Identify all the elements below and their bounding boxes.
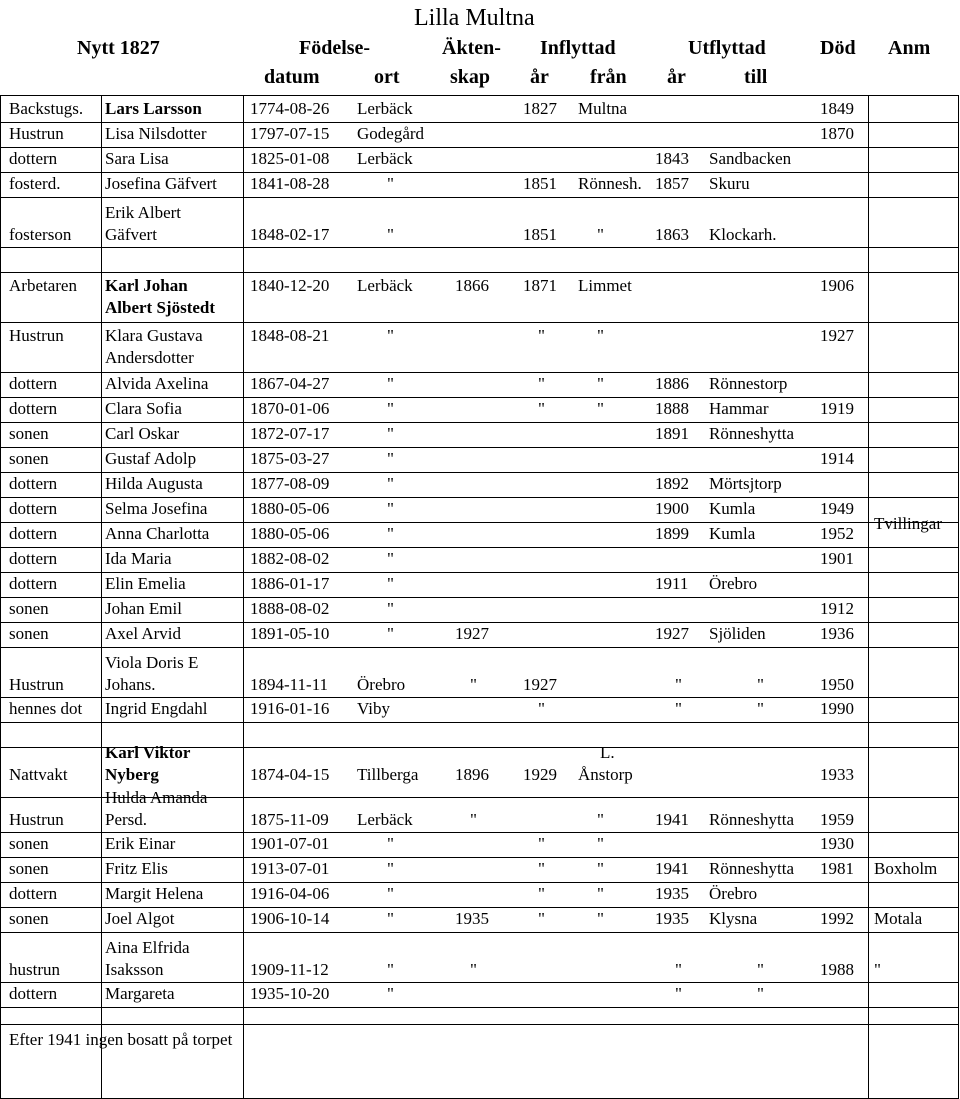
cell-birth: 1909-11-12 bbox=[250, 960, 329, 979]
cell-birth: 1916-04-06 bbox=[250, 884, 330, 903]
cell-place: " bbox=[387, 624, 394, 643]
header-datum: datum bbox=[264, 66, 320, 88]
cell-place: Lerbäck bbox=[357, 276, 413, 295]
cell-name: Lisa Nilsdotter bbox=[105, 124, 207, 143]
cell-role: Hustrun bbox=[9, 810, 64, 829]
cell-name: Ingrid Engdahl bbox=[105, 699, 208, 718]
cell-name: Erik Albert bbox=[105, 203, 182, 222]
cell-married: 1927 bbox=[455, 624, 489, 643]
cell-death: 1988 bbox=[820, 960, 854, 979]
cell-death: 1919 bbox=[820, 399, 854, 418]
cell-death: 1933 bbox=[820, 765, 854, 784]
cell-note: " bbox=[874, 960, 881, 979]
cell-name: Sara Lisa bbox=[105, 149, 169, 168]
cell-death: 1959 bbox=[820, 810, 854, 829]
cell-role: hennes dot bbox=[9, 699, 83, 718]
cell-role: sonen bbox=[9, 909, 49, 928]
cell-name2: Albert Sjöstedt bbox=[105, 298, 216, 317]
cell-name: Clara Sofia bbox=[105, 399, 182, 418]
cell-name: Axel Arvid bbox=[105, 624, 182, 643]
cell-in-from: " bbox=[597, 225, 604, 244]
cell-role: dottern bbox=[9, 399, 58, 418]
row-rule bbox=[0, 372, 958, 373]
cell-name: Hulda Amanda bbox=[105, 788, 208, 807]
header-in-fran: från bbox=[590, 66, 627, 88]
header-utflyttad: Utflyttad bbox=[688, 37, 766, 59]
cell-married: " bbox=[470, 960, 477, 979]
cell-out-to: Kumla bbox=[709, 524, 756, 543]
cell-place: " bbox=[387, 399, 394, 418]
cell-role: dottern bbox=[9, 374, 58, 393]
cell-role: Hustrun bbox=[9, 326, 64, 345]
cell-role: Backstugs. bbox=[9, 99, 84, 118]
row-rule bbox=[0, 422, 958, 423]
cell-role: sonen bbox=[9, 599, 49, 618]
cell-place: " bbox=[387, 834, 394, 853]
cell-note: Boxholm bbox=[874, 859, 938, 878]
cell-out-year: 1927 bbox=[655, 624, 689, 643]
cell-out-year: 1941 bbox=[655, 859, 689, 878]
cell-place: " bbox=[387, 574, 394, 593]
cell-death: 1914 bbox=[820, 449, 854, 468]
cell-role: dottern bbox=[9, 984, 58, 1003]
cell-name: Carl Oskar bbox=[105, 424, 180, 443]
cell-out-year: " bbox=[675, 984, 682, 1003]
cell-birth: 1848-02-17 bbox=[250, 225, 330, 244]
cell-place: " bbox=[387, 984, 394, 1003]
cell-in-from: " bbox=[597, 859, 604, 878]
cell-married: " bbox=[470, 675, 477, 694]
cell-out-to: Rönneshytta bbox=[709, 859, 794, 878]
row-rule bbox=[0, 597, 958, 598]
cell-death: 1952 bbox=[820, 524, 854, 543]
cell-name: Fritz Elis bbox=[105, 859, 168, 878]
cell-name: Karl Johan bbox=[105, 276, 188, 295]
cell-in-year: " bbox=[538, 374, 545, 393]
cell-out-year: 1935 bbox=[655, 909, 689, 928]
cell-role: Hustrun bbox=[9, 124, 64, 143]
cell-in-from: " bbox=[597, 909, 604, 928]
cell-out-year: 1886 bbox=[655, 374, 689, 393]
cell-out-to: " bbox=[757, 675, 764, 694]
cell-in-year: 1929 bbox=[523, 765, 557, 784]
row-rule bbox=[0, 982, 958, 983]
cell-name: Elin Emelia bbox=[105, 574, 186, 593]
row-rule bbox=[0, 497, 958, 498]
cell-place: " bbox=[387, 499, 394, 518]
cell-out-year: 1891 bbox=[655, 424, 689, 443]
cell-name: Viola Doris E bbox=[105, 653, 199, 672]
cell-death: 1901 bbox=[820, 549, 854, 568]
row-rule bbox=[0, 572, 958, 573]
row-rule bbox=[0, 397, 958, 398]
cell-out-to: Mörtsjtorp bbox=[709, 474, 782, 493]
cell-married: 1935 bbox=[455, 909, 489, 928]
cell-role: dottern bbox=[9, 149, 58, 168]
cell-out-to: Klockarh. bbox=[709, 225, 777, 244]
cell-role: dottern bbox=[9, 524, 58, 543]
cell-role: sonen bbox=[9, 424, 49, 443]
cell-name: Erik Einar bbox=[105, 834, 176, 853]
cell-place: " bbox=[387, 524, 394, 543]
footer-note: Efter 1941 ingen bosatt på torpet bbox=[9, 1030, 233, 1049]
cell-role: dottern bbox=[9, 549, 58, 568]
cell-married: 1866 bbox=[455, 276, 489, 295]
cell-birth: 1882-08-02 bbox=[250, 549, 330, 568]
cell-place: Viby bbox=[357, 699, 390, 718]
cell-name: Margareta bbox=[105, 984, 175, 1003]
cell-place: Lerbäck bbox=[357, 149, 413, 168]
cell-out-year: 1941 bbox=[655, 810, 689, 829]
cell-role: Nattvakt bbox=[9, 765, 68, 784]
cell-in-year: " bbox=[538, 909, 545, 928]
cell-name2: Persd. bbox=[105, 810, 148, 829]
cell-death: 1870 bbox=[820, 124, 854, 143]
cell-in-from: " bbox=[597, 884, 604, 903]
cell-in-year: " bbox=[538, 884, 545, 903]
cell-out-to: Klysna bbox=[709, 909, 758, 928]
cell-out-to: Rönnestorp bbox=[709, 374, 788, 393]
cell-in-year: " bbox=[538, 326, 545, 345]
cell-death: 1981 bbox=[820, 859, 854, 878]
cell-death: 1906 bbox=[820, 276, 854, 295]
cell-name2: Nyberg bbox=[105, 765, 159, 784]
row-rule bbox=[0, 722, 958, 723]
cell-birth: 1848-08-21 bbox=[250, 326, 330, 345]
cell-in-from2: Ånstorp bbox=[578, 765, 633, 784]
cell-out-to: " bbox=[757, 960, 764, 979]
cell-out-year: 1892 bbox=[655, 474, 689, 493]
cell-name: Hilda Augusta bbox=[105, 474, 203, 493]
row-rule bbox=[0, 697, 958, 698]
cell-in-from: Rönnesh. bbox=[578, 174, 642, 193]
row-rule bbox=[0, 522, 958, 523]
cell-birth: 1888-08-02 bbox=[250, 599, 330, 618]
cell-birth: 1901-07-01 bbox=[250, 834, 330, 853]
cell-death: 1927 bbox=[820, 326, 854, 345]
cell-death: 1912 bbox=[820, 599, 854, 618]
cell-role: Arbetaren bbox=[9, 276, 77, 295]
cell-role: dottern bbox=[9, 474, 58, 493]
cell-name: Klara Gustava bbox=[105, 326, 203, 345]
cell-birth: 1935-10-20 bbox=[250, 984, 330, 1003]
cell-place: " bbox=[387, 424, 394, 443]
cell-role: dottern bbox=[9, 574, 58, 593]
cell-death: 1992 bbox=[820, 909, 854, 928]
page-title: Lilla Multna bbox=[414, 5, 535, 31]
row-rule bbox=[0, 472, 958, 473]
cell-out-to: Kumla bbox=[709, 499, 756, 518]
cell-birth: 1880-05-06 bbox=[250, 524, 330, 543]
cell-out-year: " bbox=[675, 960, 682, 979]
header-fodelse: Födelse- bbox=[299, 37, 371, 59]
cell-birth: 1797-07-15 bbox=[250, 124, 330, 143]
cell-out-to: Sandbacken bbox=[709, 149, 792, 168]
cell-name2: Andersdotter bbox=[105, 348, 194, 367]
row-rule bbox=[0, 197, 958, 198]
cell-place: Tillberga bbox=[357, 765, 419, 784]
cell-role: dottern bbox=[9, 499, 58, 518]
cell-in-from: " bbox=[597, 399, 604, 418]
cell-out-to: Sjöliden bbox=[709, 624, 766, 643]
cell-birth: 1872-07-17 bbox=[250, 424, 330, 443]
header-anm: Anm bbox=[888, 37, 931, 59]
cell-in-from: Multna bbox=[578, 99, 628, 118]
cell-birth: 1894-11-11 bbox=[250, 675, 329, 694]
row-rule bbox=[0, 547, 958, 548]
cell-out-to: Rönneshytta bbox=[709, 810, 794, 829]
cell-out-year: 1857 bbox=[655, 174, 689, 193]
cell-out-year: 1900 bbox=[655, 499, 689, 518]
cell-out-to: " bbox=[757, 984, 764, 1003]
cell-in-year: 1851 bbox=[523, 225, 557, 244]
header-akten: Äkten- bbox=[442, 37, 501, 59]
cell-place: Lerbäck bbox=[357, 810, 413, 829]
cell-death: 1949 bbox=[820, 499, 854, 518]
cell-name: Josefina Gäfvert bbox=[105, 174, 217, 193]
cell-in-year: 1927 bbox=[523, 675, 557, 694]
cell-birth: 1877-08-09 bbox=[250, 474, 330, 493]
cell-out-year: 1935 bbox=[655, 884, 689, 903]
cell-in-year: " bbox=[538, 399, 545, 418]
cell-place: Lerbäck bbox=[357, 99, 413, 118]
row-rule bbox=[0, 1024, 958, 1025]
cell-note: Motala bbox=[874, 909, 923, 928]
row-rule bbox=[0, 122, 958, 123]
column-rule bbox=[958, 95, 959, 1099]
cell-birth: 1867-04-27 bbox=[250, 374, 330, 393]
cell-birth: 1886-01-17 bbox=[250, 574, 330, 593]
cell-out-year: 1911 bbox=[655, 574, 689, 593]
cell-out-year: " bbox=[675, 699, 682, 718]
cell-out-year: " bbox=[675, 675, 682, 694]
row-rule bbox=[0, 322, 958, 323]
cell-name2: Gäfvert bbox=[105, 225, 157, 244]
cell-out-year: 1899 bbox=[655, 524, 689, 543]
row-rule bbox=[0, 622, 958, 623]
row-rule bbox=[0, 647, 958, 648]
cell-out-to: Hammar bbox=[709, 399, 769, 418]
row-rule bbox=[0, 172, 958, 173]
cell-out-to: " bbox=[757, 699, 764, 718]
cell-in-from: " bbox=[597, 374, 604, 393]
row-rule bbox=[0, 272, 958, 273]
cell-name: Alvida Axelina bbox=[105, 374, 209, 393]
cell-death: 1930 bbox=[820, 834, 854, 853]
cell-place: " bbox=[387, 225, 394, 244]
cell-place: " bbox=[387, 549, 394, 568]
cell-married: " bbox=[470, 810, 477, 829]
cell-name: Ida Maria bbox=[105, 549, 172, 568]
cell-role: hustrun bbox=[9, 960, 60, 979]
cell-out-year: 1863 bbox=[655, 225, 689, 244]
row-rule bbox=[0, 95, 958, 96]
cell-in-year: " bbox=[538, 859, 545, 878]
cell-birth: 1875-11-09 bbox=[250, 810, 329, 829]
cell-death: 1990 bbox=[820, 699, 854, 718]
row-rule bbox=[0, 907, 958, 908]
cell-birth: 1774-08-26 bbox=[250, 99, 330, 118]
cell-name2: Isaksson bbox=[105, 960, 164, 979]
cell-name: Lars Larsson bbox=[105, 99, 202, 118]
cell-place: " bbox=[387, 960, 394, 979]
cell-name: Joel Algot bbox=[105, 909, 175, 928]
cell-place: " bbox=[387, 884, 394, 903]
cell-name2: Johans. bbox=[105, 675, 156, 694]
cell-name: Selma Josefina bbox=[105, 499, 208, 518]
cell-role: Hustrun bbox=[9, 675, 64, 694]
cell-out-year: 1888 bbox=[655, 399, 689, 418]
cell-birth: 1916-01-16 bbox=[250, 699, 330, 718]
cell-name: Anna Charlotta bbox=[105, 524, 210, 543]
cell-place: " bbox=[387, 449, 394, 468]
cell-birth: 1874-04-15 bbox=[250, 765, 330, 784]
cell-birth: 1913-07-01 bbox=[250, 859, 330, 878]
cell-death: 1849 bbox=[820, 99, 854, 118]
cell-role: fosterson bbox=[9, 225, 72, 244]
cell-name: Johan Emil bbox=[105, 599, 182, 618]
cell-place: " bbox=[387, 859, 394, 878]
cell-place: Godegård bbox=[357, 124, 425, 143]
cell-death: 1936 bbox=[820, 624, 854, 643]
header-ort: ort bbox=[374, 66, 400, 88]
cell-birth: 1841-08-28 bbox=[250, 174, 330, 193]
cell-name: Margit Helena bbox=[105, 884, 204, 903]
cell-married: 1896 bbox=[455, 765, 489, 784]
cell-out-year: 1843 bbox=[655, 149, 689, 168]
cell-in-from: L. bbox=[600, 743, 615, 762]
cell-in-year: 1827 bbox=[523, 99, 557, 118]
cell-place: Örebro bbox=[357, 675, 406, 694]
cell-role: sonen bbox=[9, 859, 49, 878]
cell-role: fosterd. bbox=[9, 174, 61, 193]
header-ut-ar: år bbox=[667, 66, 686, 88]
cell-place: " bbox=[387, 599, 394, 618]
cell-death: 1950 bbox=[820, 675, 854, 694]
row-rule bbox=[0, 147, 958, 148]
cell-place: " bbox=[387, 909, 394, 928]
row-rule bbox=[0, 247, 958, 248]
header-ut-till: till bbox=[744, 66, 768, 88]
cell-role: sonen bbox=[9, 834, 49, 853]
cell-birth: 1906-10-14 bbox=[250, 909, 330, 928]
row-rule bbox=[0, 447, 958, 448]
cell-name: Aina Elfrida bbox=[105, 938, 190, 957]
cell-birth: 1875-03-27 bbox=[250, 449, 330, 468]
cell-in-year: 1851 bbox=[523, 174, 557, 193]
cell-role: dottern bbox=[9, 884, 58, 903]
row-rule bbox=[0, 882, 958, 883]
cell-place: " bbox=[387, 174, 394, 193]
row-rule bbox=[0, 832, 958, 833]
cell-birth: 1880-05-06 bbox=[250, 499, 330, 518]
cell-birth: 1840-12-20 bbox=[250, 276, 330, 295]
cell-in-from: " bbox=[597, 834, 604, 853]
row-rule bbox=[0, 1007, 958, 1008]
cell-out-to: Skuru bbox=[709, 174, 750, 193]
cell-role: sonen bbox=[9, 624, 49, 643]
header-nytt: Nytt 1827 bbox=[77, 37, 160, 59]
row-rule bbox=[0, 857, 958, 858]
cell-in-from: " bbox=[597, 810, 604, 829]
cell-in-year: " bbox=[538, 699, 545, 718]
header-inflyttad: Inflyttad bbox=[540, 37, 616, 59]
cell-role: sonen bbox=[9, 449, 49, 468]
twins-note: Tvillingar bbox=[874, 514, 942, 533]
cell-in-from: " bbox=[597, 326, 604, 345]
cell-place: " bbox=[387, 474, 394, 493]
cell-name: Karl Viktor bbox=[105, 743, 191, 762]
cell-in-year: " bbox=[538, 834, 545, 853]
cell-out-to: Örebro bbox=[709, 574, 758, 593]
cell-place: " bbox=[387, 374, 394, 393]
header-skap: skap bbox=[450, 66, 491, 88]
header-dod: Död bbox=[820, 37, 856, 59]
cell-place: " bbox=[387, 326, 394, 345]
cell-out-to: Örebro bbox=[709, 884, 758, 903]
cell-in-from: Limmet bbox=[578, 276, 632, 295]
cell-birth: 1870-01-06 bbox=[250, 399, 330, 418]
cell-birth: 1891-05-10 bbox=[250, 624, 330, 643]
cell-out-to: Rönneshytta bbox=[709, 424, 794, 443]
cell-name: Gustaf Adolp bbox=[105, 449, 197, 468]
cell-birth: 1825-01-08 bbox=[250, 149, 330, 168]
cell-in-year: 1871 bbox=[523, 276, 557, 295]
row-rule bbox=[0, 932, 958, 933]
header-in-ar: år bbox=[530, 66, 549, 88]
